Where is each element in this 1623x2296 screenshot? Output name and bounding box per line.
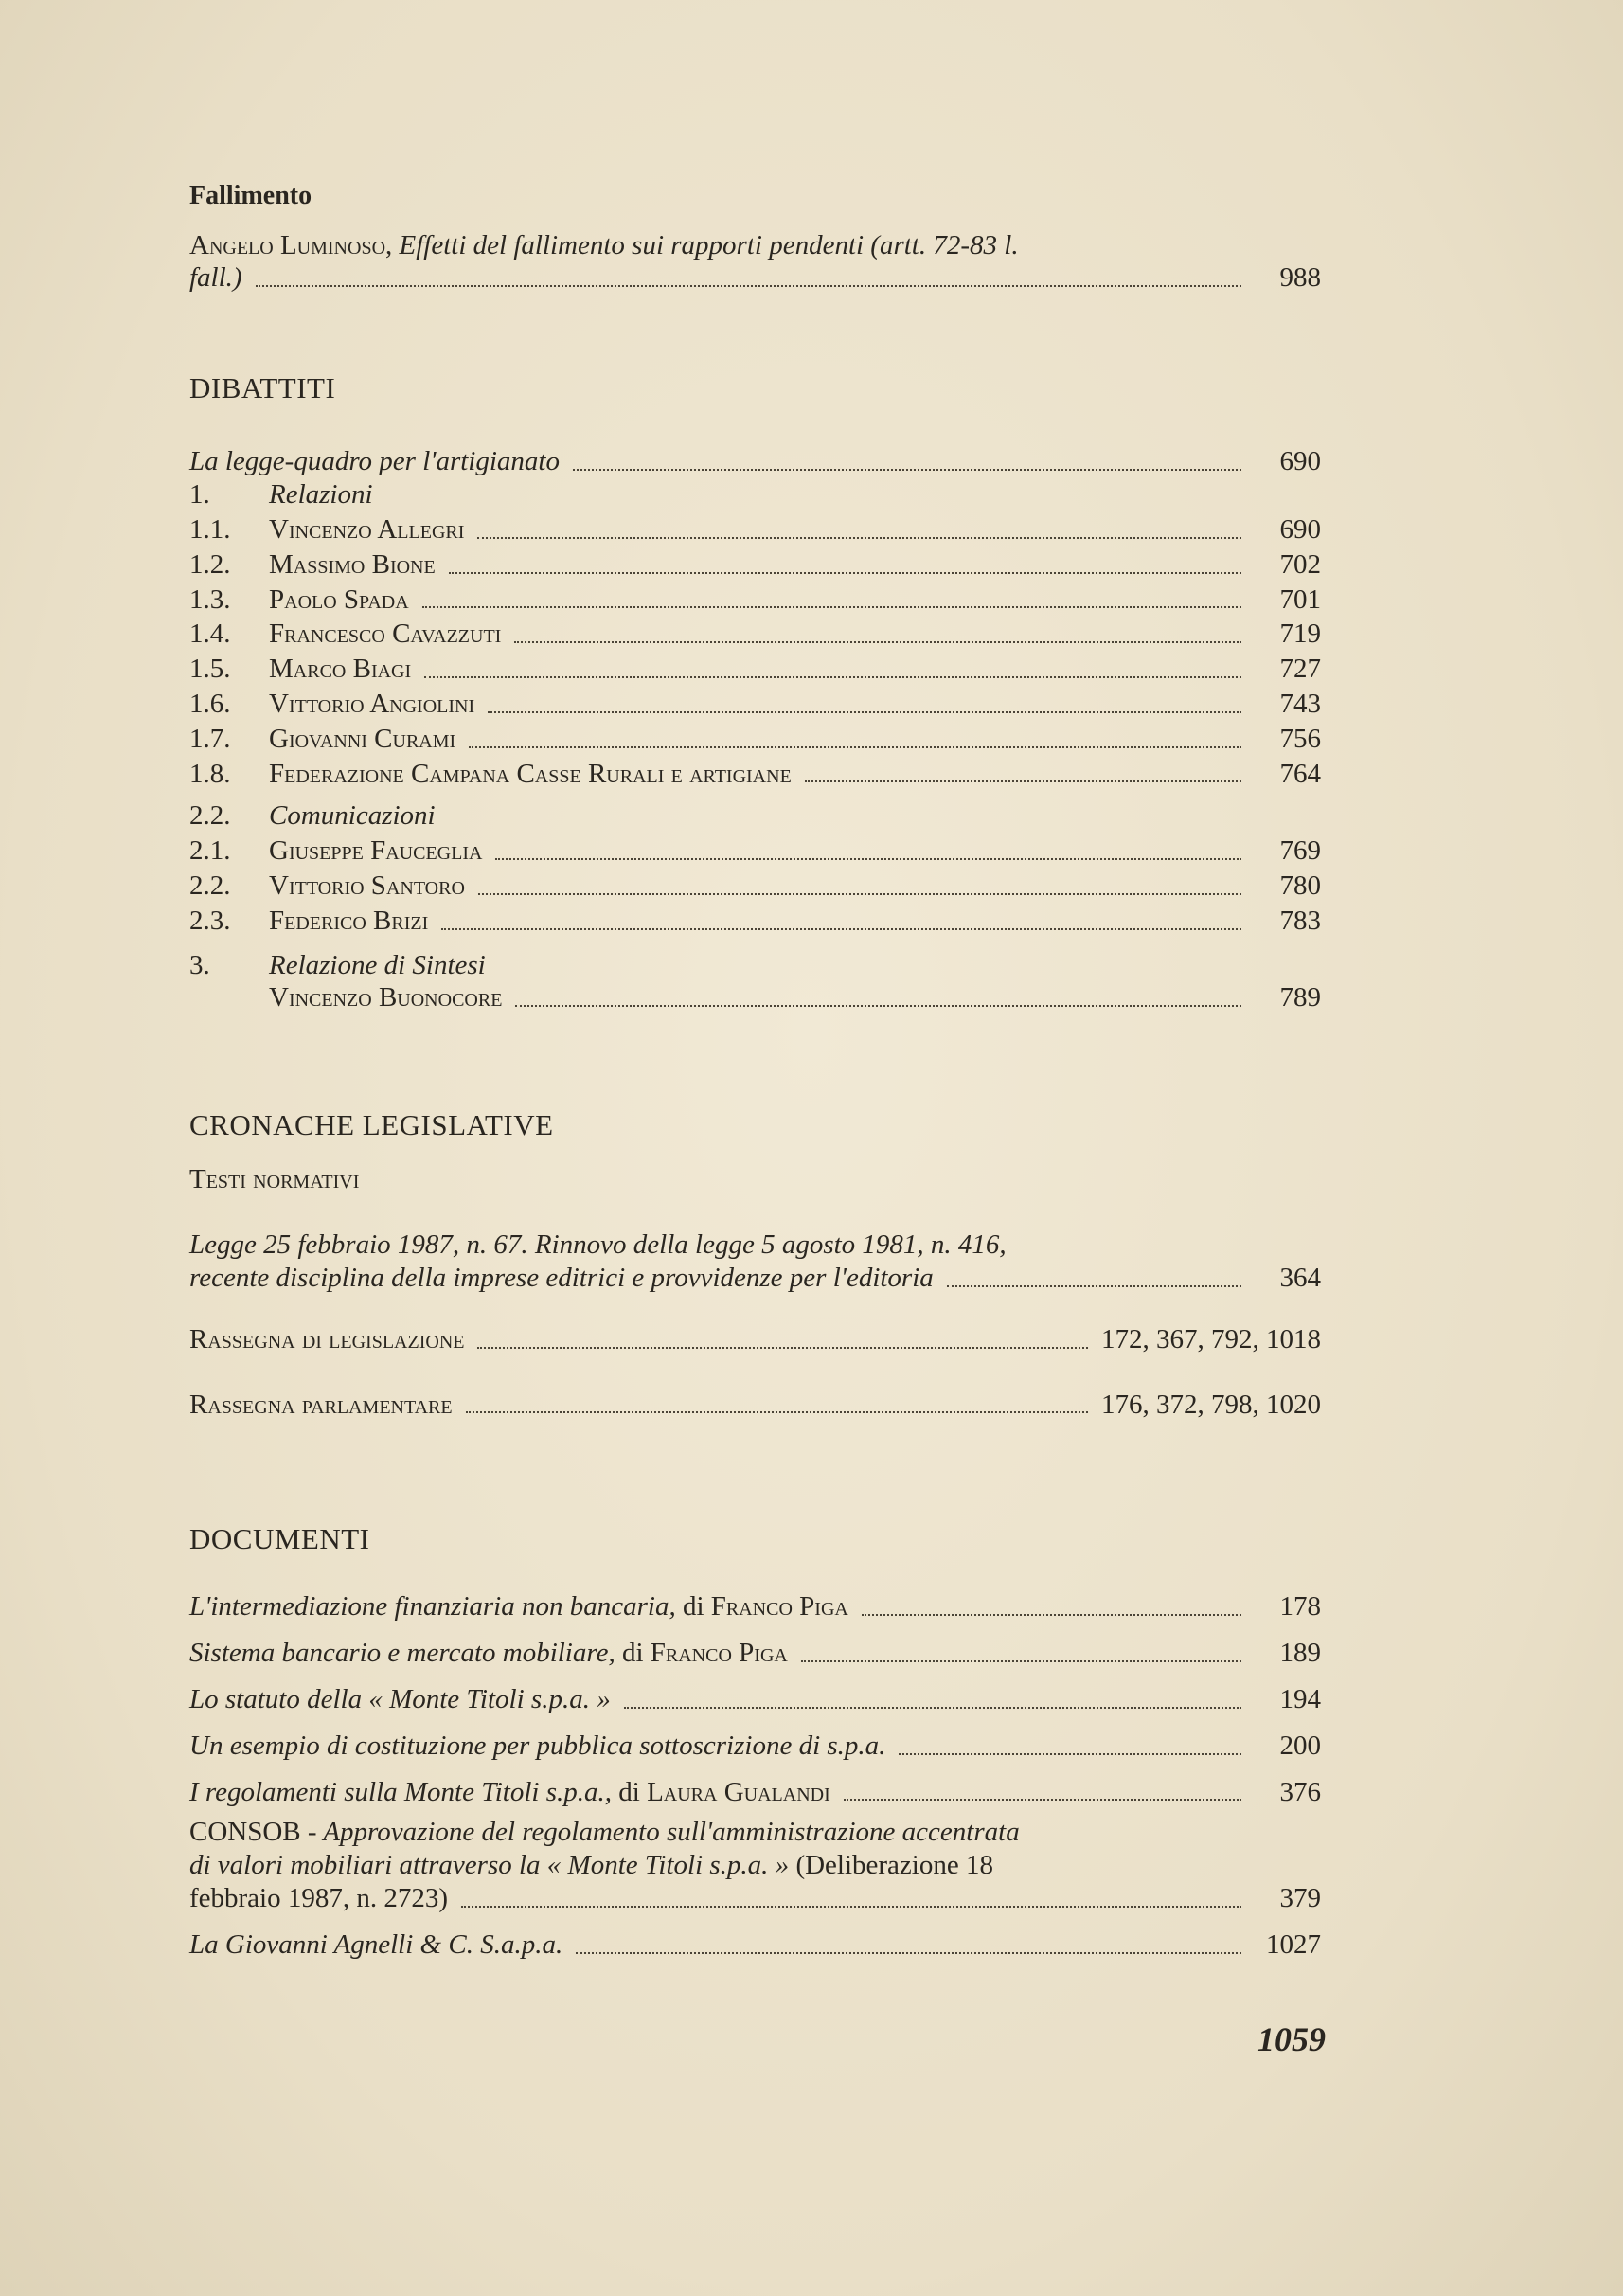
legge-entry: Legge 25 febbraio 1987, n. 67. Rinnovo della legge 5 agosto 1981, n. 416, recente disciplina della imprese editrici e provvidenze per l'editoria 364 (189, 1229, 1321, 1293)
doc-title: Sistema bancario e mercato mobiliare, (189, 1638, 615, 1669)
entry-number: 1.6. (189, 688, 231, 719)
page-ref: 690 (1279, 513, 1321, 545)
document-entry: Sistema bancario e mercato mobiliare, di Franco Piga 189 (189, 1638, 1321, 1669)
dibattiti-heading: DIBATTITI (189, 371, 336, 405)
entry-author: Vittorio Angiolini (269, 688, 475, 719)
page-ref: 189 (1279, 1638, 1321, 1669)
leader-dots (469, 746, 1241, 748)
leader-dots (899, 1753, 1241, 1755)
toc-entry (189, 834, 1321, 868)
page-ref: 988 (1279, 262, 1321, 294)
section-comunicazioni: 2.2. Comunicazioni (189, 800, 436, 832)
toc-entry (189, 758, 1321, 791)
page-ref: 764 (1279, 758, 1321, 789)
toc-entry (189, 870, 1321, 903)
page-ref: 780 (1279, 870, 1321, 901)
leader-dots (256, 285, 1241, 287)
leader-dots (573, 469, 1241, 471)
entry-number: 1.7. (189, 723, 231, 754)
entry-number: 1.1. (189, 513, 231, 545)
toc-entry (189, 513, 1321, 547)
leader-dots (624, 1707, 1241, 1709)
leader-dots (477, 1347, 1088, 1349)
cronache-heading: CRONACHE LEGISLATIVE (189, 1108, 554, 1142)
leader-dots (495, 858, 1241, 860)
entry-number: 2.2. (189, 870, 231, 901)
testi-normativi-heading: Testi normativi (189, 1164, 360, 1195)
rassegna-parlamentare: Rassegna parlamentare 176, 372, 798, 1020 (189, 1389, 1321, 1420)
fallimento-heading: Fallimento (189, 181, 312, 210)
leader-dots (441, 928, 1241, 930)
entry-number: 1.3. (189, 583, 231, 615)
entry-author: Federazione Campana Casse Rurali e artigiane (269, 758, 792, 789)
relazioni-list (189, 513, 1321, 790)
entry-number: 1.5. (189, 654, 231, 685)
toc-entry (189, 653, 1321, 686)
leader-dots (801, 1660, 1241, 1662)
agnelli-entry: La Giovanni Agnelli & C. S.a.p.a. 1027 (189, 1928, 1321, 1960)
entry-number: 1.8. (189, 758, 231, 789)
doc-title: Lo statuto della « Monte Titoli s.p.a. » (189, 1684, 611, 1715)
entry-author: Vittorio Santoro (269, 870, 465, 901)
entry-author: Giovanni Curami (269, 723, 456, 754)
leader-dots (515, 1005, 1241, 1007)
leader-dots (461, 1906, 1241, 1908)
author: Angelo Luminoso (189, 229, 386, 260)
toc-entry (189, 723, 1321, 756)
leader-dots (862, 1614, 1241, 1616)
entry-author: Paolo Spada (269, 583, 409, 615)
page-number: 1059 (1257, 2020, 1326, 2058)
document-entry (189, 1683, 1321, 1716)
page-ref: 727 (1279, 654, 1321, 685)
leader-dots (514, 641, 1241, 643)
documenti-heading: DOCUMENTI (189, 1522, 370, 1556)
page-ref: 769 (1279, 835, 1321, 867)
comunicazioni-list (189, 834, 1321, 937)
page-ref: 702 (1279, 548, 1321, 580)
documenti-list (189, 1590, 1321, 1808)
leader-dots (424, 676, 1241, 678)
page-ref: 783 (1279, 905, 1321, 936)
entry-author: Federico Brizi (269, 905, 429, 936)
leader-dots (805, 780, 1241, 782)
doc-title: Un esempio di costituzione per pubblica sottoscrizione di s.p.a. (189, 1730, 886, 1761)
entry-number: 1.4. (189, 619, 231, 650)
page-ref: 200 (1279, 1730, 1321, 1761)
title-cont: fall.) (189, 262, 242, 294)
leader-dots (947, 1285, 1241, 1287)
dibattiti-intro: La legge-quadro per l'artigianato 690 (189, 446, 1321, 477)
leader-dots (576, 1952, 1241, 1954)
index-column (189, 180, 1321, 1962)
toc-entry (189, 583, 1321, 617)
page-ref: 701 (1279, 583, 1321, 615)
title: Effetti del fallimento sui rapporti pendenti (artt. 72-83 l. (399, 229, 1019, 260)
page-ref: 756 (1279, 723, 1321, 754)
entry-number: 1.2. (189, 548, 231, 580)
toc-entry (189, 688, 1321, 721)
document-entry: I regolamenti sulla Monte Titoli s.p.a., di Laura Gualandi 376 (189, 1776, 1321, 1807)
doc-author: Franco Piga (710, 1591, 848, 1623)
page-ref: 194 (1279, 1684, 1321, 1715)
entry-author: Francesco Cavazzuti (269, 619, 502, 650)
leader-dots (449, 572, 1241, 574)
entry-number: 2.3. (189, 905, 231, 936)
doc-author: Laura Gualandi (647, 1776, 830, 1807)
doc-author: Franco Piga (650, 1638, 788, 1669)
leader-dots (422, 606, 1241, 608)
entry-number: 2.1. (189, 835, 231, 867)
page-ref: 376 (1279, 1776, 1321, 1807)
section-relazioni: 1. Relazioni (189, 479, 373, 511)
document-entry (189, 1730, 1321, 1763)
consob-entry: CONSOB - Approvazione del regolamento sull'amministrazione accentrata di valori mobiliari attraverso la « Monte Titoli s.p.a. » (Deliberazione 18 febbraio 1987, n. 2723) 379 (189, 1817, 1321, 1914)
toc-entry (189, 548, 1321, 582)
page-ref: 178 (1279, 1591, 1321, 1623)
leader-dots (478, 893, 1241, 895)
page-ref: 743 (1279, 688, 1321, 719)
entry-author: Marco Biagi (269, 654, 412, 685)
doc-title: L'intermediazione finanziaria non bancaria, (189, 1591, 676, 1623)
sintesi-entry: Vincenzo Buonocore 789 (269, 982, 1321, 1013)
toc-entry (189, 618, 1321, 651)
leader-dots (477, 537, 1241, 539)
entry-author: Massimo Bione (269, 548, 436, 580)
leader-dots (488, 711, 1241, 713)
leader-dots (466, 1411, 1088, 1413)
page-ref: 719 (1279, 619, 1321, 650)
entry-author: Giuseppe Fauceglia (269, 835, 483, 867)
document-entry: L'intermediazione finanziaria non bancaria, di Franco Piga 178 (189, 1591, 1321, 1623)
rassegna-legislazione: Rassegna di legislazione 172, 367, 792, 1018 (189, 1323, 1321, 1354)
fallimento-entry: Angelo Luminoso, Effetti del fallimento sui rapporti pendenti (artt. 72-83 l. fall.) 988 (189, 229, 1321, 294)
toc-entry (189, 905, 1321, 938)
leader-dots (844, 1799, 1241, 1801)
doc-title: I regolamenti sulla Monte Titoli s.p.a., (189, 1776, 613, 1807)
entry-author: Vincenzo Allegri (269, 513, 465, 545)
section-sintesi: 3. Relazione di Sintesi (189, 949, 486, 980)
